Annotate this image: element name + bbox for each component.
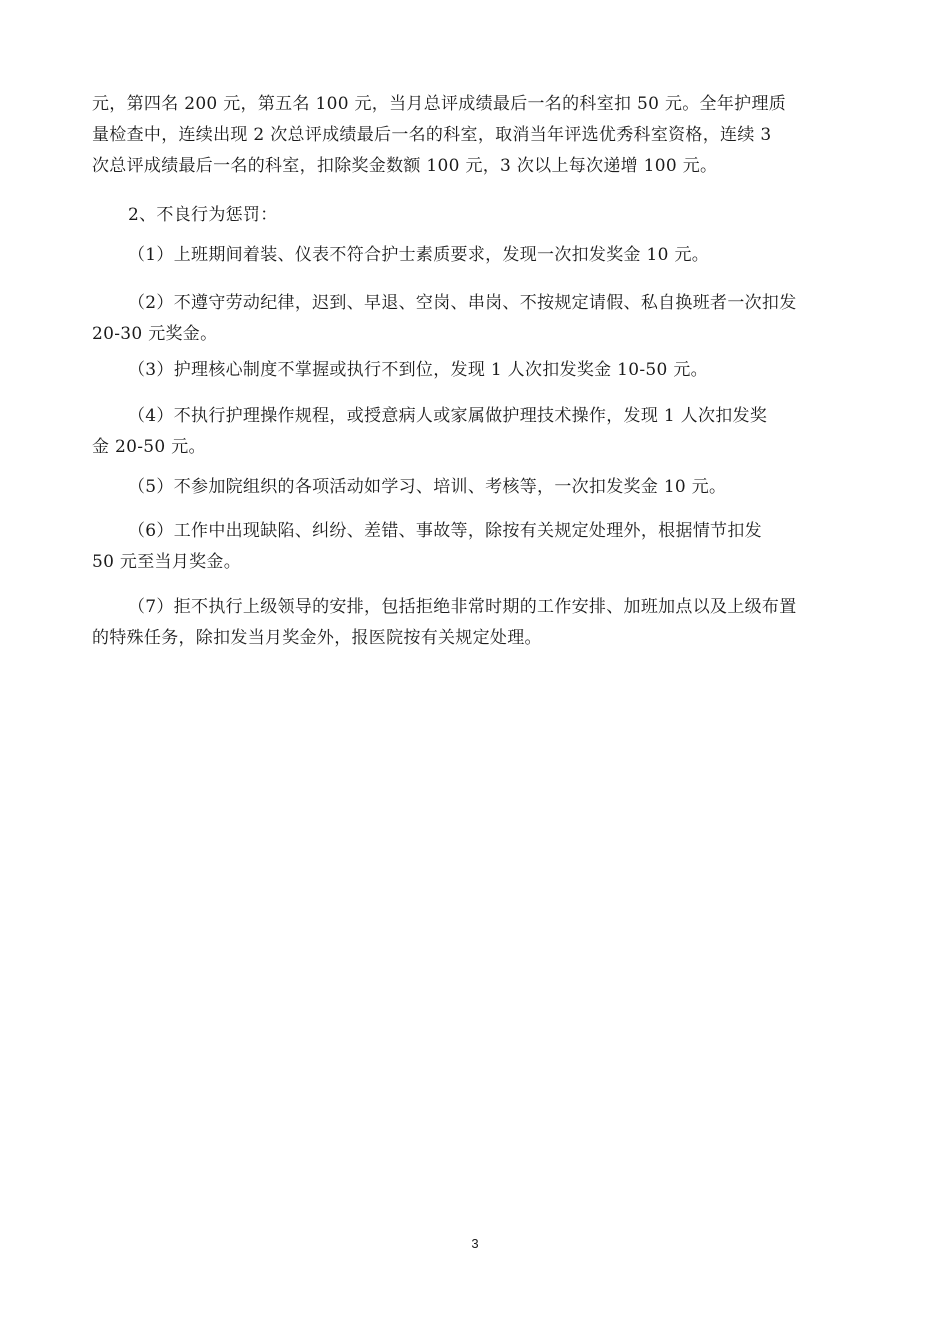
section-heading-block	[92, 200, 872, 231]
list-item-line: （4）不执行护理操作规程，或授意病人或家属做护理技术操作，发现 1 人次扣发奖	[128, 406, 768, 426]
list-item	[92, 401, 872, 463]
list-item-continuation: 的特殊任务，除扣发当月奖金外，报医院按有关规定处理。	[92, 628, 542, 648]
list-item	[92, 288, 872, 350]
continuation-paragraph	[92, 89, 872, 182]
list-item-continuation: 20-30 元奖金。	[92, 324, 218, 344]
list-item-line: （5）不参加院组织的各项活动如学习、培训、考核等，一次扣发奖金 10 元。	[128, 477, 727, 497]
list-item-line: （6）工作中出现缺陷、纠纷、差错、事故等，除按有关规定处理外，根据情节扣发	[128, 521, 762, 541]
list-item	[92, 355, 872, 386]
list-item-line: （1）上班期间着装、仪表不符合护士素质要求，发现一次扣发奖金 10 元。	[128, 245, 710, 265]
list-item	[92, 516, 872, 578]
list-item-line: （3）护理核心制度不掌握或执行不到位，发现 1 人次扣发奖金 10-50 元。	[128, 360, 708, 380]
list-item-continuation: 金 20-50 元。	[92, 437, 206, 457]
page-number: 3	[471, 1236, 479, 1251]
list-item-line: （7）拒不执行上级领导的安排，包括拒绝非常时期的工作安排、加班加点以及上级布置	[128, 597, 797, 617]
list-item	[92, 472, 872, 503]
paragraph-line: 元，第四名 200 元，第五名 100 元，当月总评成绩最后一名的科室扣 50 元。全年护理质	[92, 94, 787, 114]
list-item	[92, 240, 872, 271]
list-item	[92, 592, 872, 654]
list-item-continuation: 50 元至当月奖金。	[92, 552, 242, 572]
paragraph-line: 量检查中，连续出现 2 次总评成绩最后一名的科室，取消当年评选优秀科室资格，连续 3	[92, 125, 772, 145]
section-heading: 2、不良行为惩罚：	[128, 205, 278, 225]
list-item-line: （2）不遵守劳动纪律，迟到、早退、空岗、串岗、不按规定请假、私自换班者一次扣发	[128, 293, 797, 313]
paragraph-line: 次总评成绩最后一名的科室，扣除奖金数额 100 元，3 次以上每次递增 100 元。	[92, 156, 718, 176]
